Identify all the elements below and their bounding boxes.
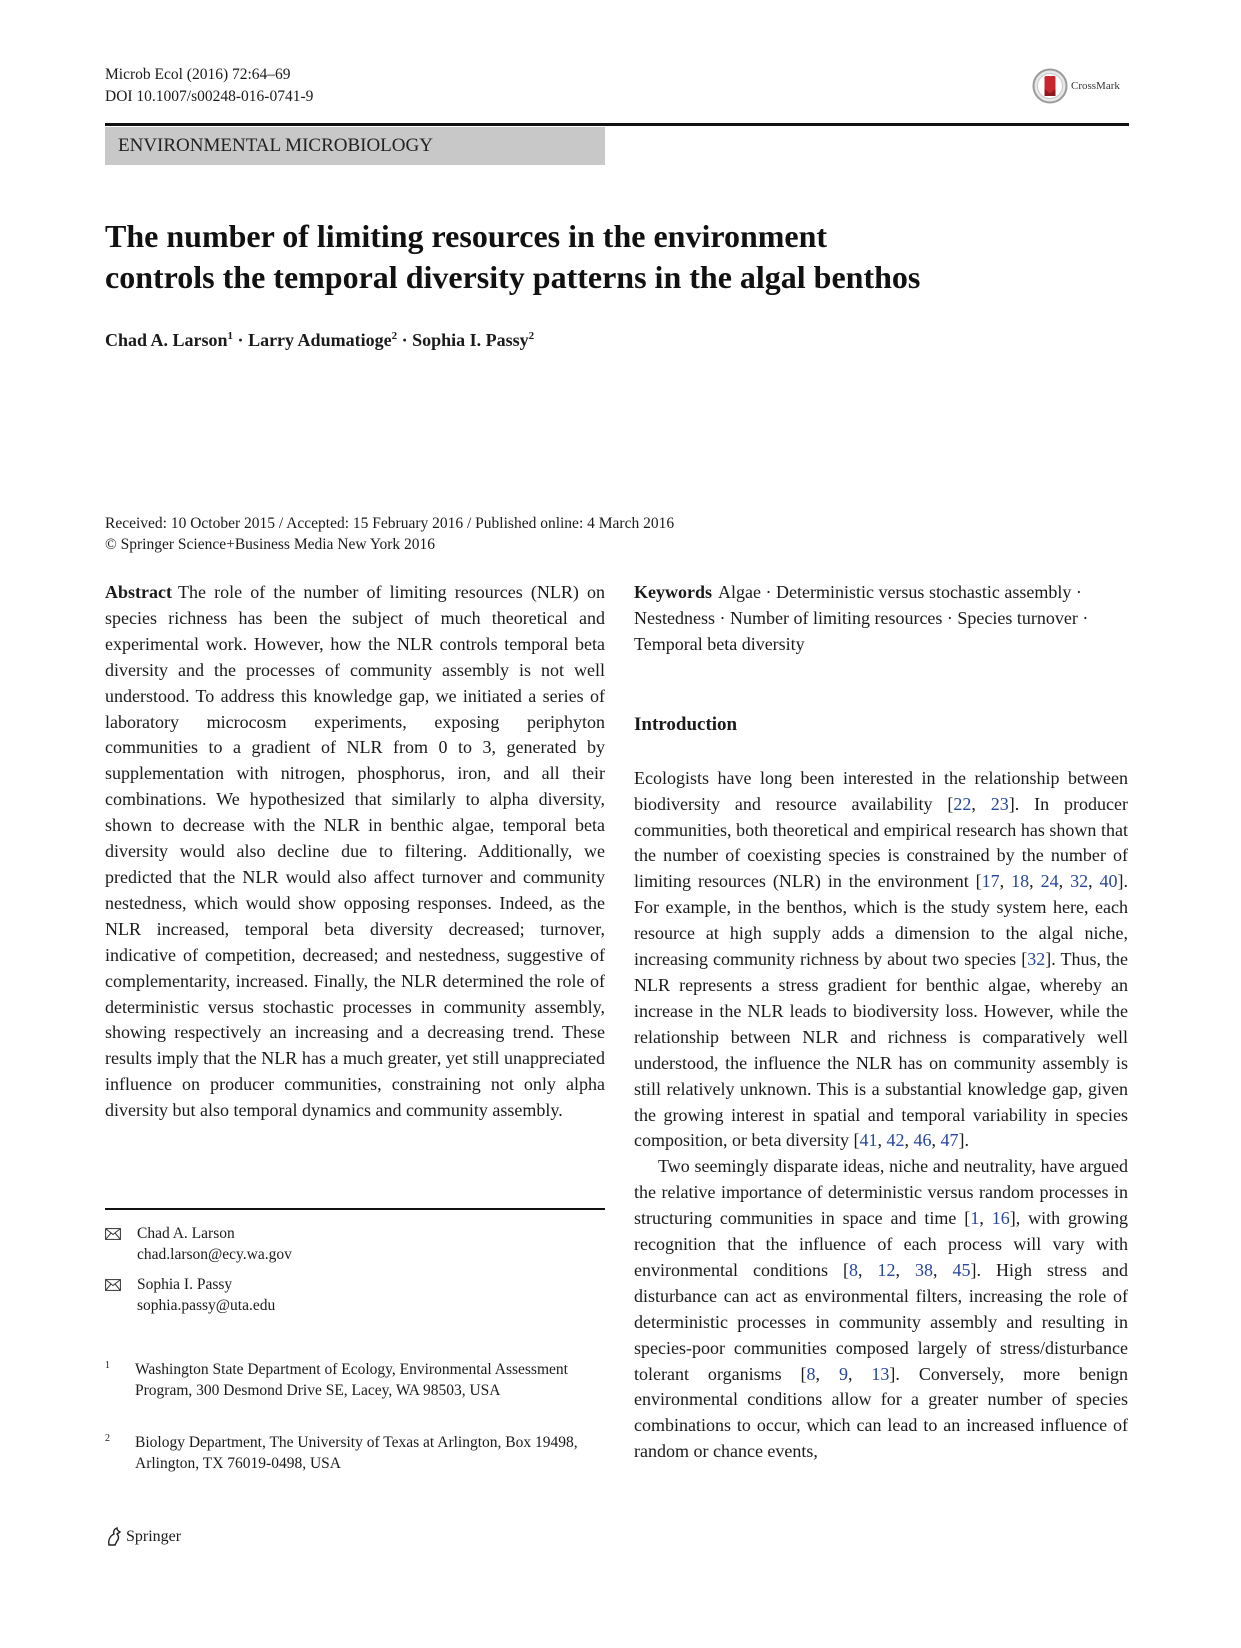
citation-link[interactable]: 9 [838,1363,848,1384]
paragraph-text: ]. Conversely, more benign environmental conditions allow for a greater number of species combinations to occur, which can lead to an increased influence of random or chance events, [634,1363,1128,1462]
publication-dates [105,513,674,555]
dates-line: Received: 10 October 2015 / Accepted: 15 February 2016 / Published online: 4 March 2016 [105,515,675,532]
citation-link[interactable]: 45 [952,1259,971,1280]
author-name: Chad A. Larson [105,330,228,350]
citation-link[interactable]: 47 [940,1130,959,1151]
header-rule [105,123,1129,126]
author-name: Sophia I. Passy [412,330,529,350]
citation-link[interactable]: 1 [970,1208,980,1229]
affiliation-number: 2 [105,1433,110,1444]
envelope-icon [105,1223,137,1265]
author-affil-sup: 2 [391,330,398,342]
crossmark-icon [1032,68,1068,104]
section-label: ENVIRONMENTAL MICROBIOLOGY [105,127,605,165]
paragraph-text: , [877,1130,887,1151]
paragraph-text: , [904,1130,914,1151]
citation-link[interactable]: 32 [1027,949,1046,970]
author-list [105,330,534,351]
paragraph-text: ]. Thus, the NLR represents a stress gradient for benthic algae, whereby an increase in the NLR leads to biodiversity loss. However, while the relationship between NLR and richness is comparatively well understood, the influence the NLR has on community assembly is still relatively unknown. This is a substantial knowledge gap, given the growing interest in spatial and temporal variability in species composition, or beta diversity [ [634,949,1128,1151]
copyright-line: © Springer Science+Business Media New York 2016 [105,536,436,553]
doi[interactable]: DOI 10.1007/s00248-016-0741-9 [105,88,314,105]
introduction-heading: Introduction [634,713,738,735]
abstract-text: The role of the number of limiting resources (NLR) on species richness has been the subject of much theoretical and experimental work. However, how the NLR controls temporal beta diversity and the processes of community assembly is not well understood. To address this knowledge gap, we initiated a series of laboratory microcosm experiments, exposing periphyton communities to a gradient of NLR from 0 to 3, generated by supplementation with nitrogen, phosphorus, iron, and all their combinations. We hypothesized that similarly to alpha diversity, shown to decrease with the NLR in benthic algae, temporal beta diversity would also decline due to filtering. Additionally, we predicted that the NLR would also affect turnover and community nestedness, which would show opposing responses. Indeed, as the NLR increased, temporal beta diversity decreased; turnover, indicative of competition, decreased; and nestedness, suggestive of complementarity, increased. Finally, the NLR determined the role of deterministic versus stochastic processes in community assembly, showing respectively an increasing and a decreasing trend. These results imply that the NLR has a much greater, yet still unappreciated influence on producer communities, constraining not only alpha diversity but also temporal dynamics and community assembly. [105,582,605,1121]
affiliation-text: Biology Department, The University of Texas at Arlington, Box 19498, Arlington, TX 76019-0498, USA [135,1434,578,1472]
paragraph-text: , [999,871,1012,892]
author-affil-sup: 2 [528,330,535,342]
crossmark-badge[interactable] [1032,68,1120,104]
publisher-logo [105,1527,181,1547]
paragraph-text: , [847,1363,872,1384]
citation-link[interactable]: 23 [990,793,1009,814]
paragraph-text: ]. [958,1130,969,1151]
contact-email[interactable]: sophia.passy@uta.edu [137,1297,276,1314]
citation-link[interactable]: 16 [991,1208,1010,1229]
abstract-section [105,580,605,1124]
author-separator: · [401,330,408,350]
author-affil-sup: 1 [227,330,234,342]
paragraph-text: , [1029,871,1041,892]
contact-entry [105,1223,292,1265]
citation-link[interactable]: 13 [871,1363,890,1384]
publisher-name: Springer [126,1528,182,1545]
introduction-paragraph-2 [634,1154,1128,1465]
affiliation [105,1432,605,1474]
paragraph-text: , [979,1208,992,1229]
paragraph-text: ]. In producer communities, both theoretical and empirical research has shown that the number of coexisting species is constrained by the number of limiting resources (NLR) in the environment [ [634,793,1128,892]
citation-link[interactable]: 41 [859,1130,878,1151]
citation-link[interactable]: 8 [806,1363,816,1384]
paragraph-text: , [933,1259,953,1280]
contact-rule [105,1208,605,1210]
paragraph-text: , [815,1363,839,1384]
paragraph-text: , [857,1259,878,1280]
title-line-2: controls the temporal diversity patterns in the algal benthos [105,259,921,295]
author-name: Larry Adumatioge [248,330,392,350]
citation-link[interactable]: 32 [1070,871,1089,892]
contact-email[interactable]: chad.larson@ecy.wa.gov [137,1246,292,1263]
keywords-heading: Keywords [634,582,712,602]
paragraph-text: ], with growing recognition that the influence of each process will vary with environmental conditions [ [634,1208,1128,1280]
article-title [105,216,1125,298]
title-line-1: The number of limiting resources in the environment [105,218,828,254]
paragraph-text: , [971,793,991,814]
springer-horse-icon [105,1527,123,1547]
contact-entry [105,1274,275,1316]
right-column [634,580,1128,1465]
citation-link[interactable]: 42 [886,1130,905,1151]
journal-citation: Microb Ecol (2016) 72:64–69 [105,66,291,83]
citation-link[interactable]: 38 [915,1259,933,1280]
citation-link[interactable]: 40 [1099,871,1118,892]
paragraph-text: Ecologists have long been interested in the relationship between biodiversity and resource availability [ [634,767,1128,814]
paragraph-text: Two seemingly disparate ideas, niche and neutrality, have argued the relative importance of deterministic versus random processes in structuring communities in space and time [ [634,1156,1128,1229]
introduction-paragraph-1 [634,766,1128,1155]
paragraph-text: , [1058,871,1071,892]
paragraph-text: ]. High stress and disturbance can act as environmental filters, increasing the role of deterministic processes in community assembly and resulting in species-poor communities composed largely of stress/disturbance tolerant organisms [ [634,1259,1129,1384]
affiliation [105,1359,605,1401]
abstract-paragraph [105,580,605,1124]
keywords [634,580,1128,658]
citation-link[interactable]: 17 [981,871,1000,892]
contact-name: Sophia I. Passy [137,1276,233,1293]
paragraph-text: ]. For example, in the benthos, which is the study system here, each resource at high supply adds a dimension to the algal niche, increasing community richness by about two species [ [634,871,1129,970]
author-separator: · [237,330,244,350]
citation-link[interactable]: 8 [848,1259,858,1280]
keywords-text: Algae · Deterministic versus stochastic assembly · Nestedness · Number of limiting resources · Species turnover · Temporal beta diversity [634,582,1089,654]
crossmark-label: CrossMark [1071,80,1120,92]
paragraph-text: , [895,1259,915,1280]
citation-link[interactable]: 46 [913,1130,932,1151]
citation-link[interactable]: 24 [1040,871,1059,892]
affiliation-number: 1 [105,1360,110,1371]
envelope-icon [105,1274,137,1316]
paragraph-text: , [931,1130,941,1151]
abstract-heading: Abstract [105,582,172,602]
citation-link[interactable]: 18 [1011,871,1030,892]
citation-link[interactable]: 22 [953,793,972,814]
citation-link[interactable]: 12 [877,1259,896,1280]
affiliation-text: Washington State Department of Ecology, Environmental Assessment Program, 300 Desmond Drive SE, Lacey, WA 98503, USA [135,1361,568,1399]
journal-meta [105,64,313,108]
paragraph-text: , [1088,871,1100,892]
contact-name: Chad A. Larson [137,1225,235,1242]
